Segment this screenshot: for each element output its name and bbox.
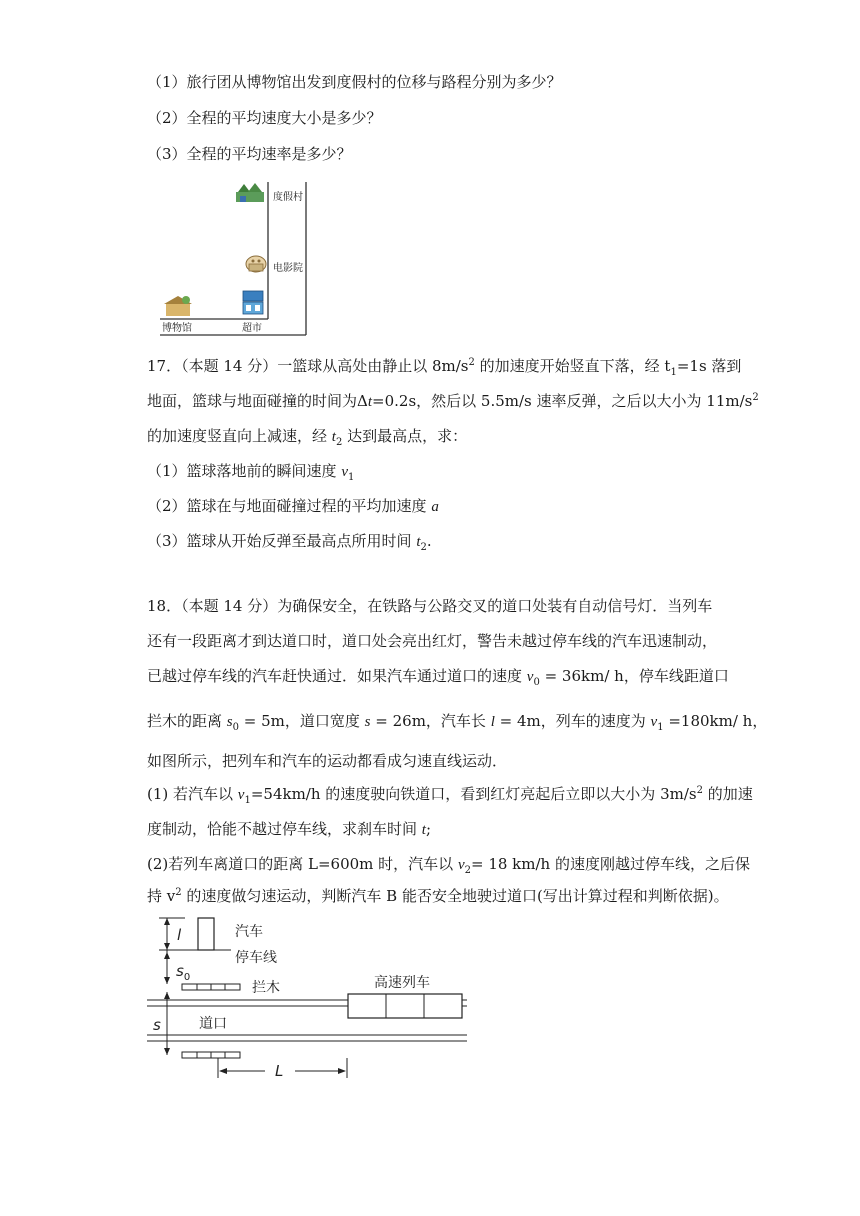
q18-part-2-line-1: (2)若列车离道口的距离 L=600m 时，汽车以 $v_2= 18$ km/h 的速度刚越过停车线，之后保 bbox=[147, 855, 750, 876]
q18-part-1-line-1: (1) 若汽车以 $v_1=54km/h$ 的速度驶向铁道口，看到红灯亮起后立即以大小为 $3m/s^2$ 的加速 bbox=[147, 785, 753, 806]
fig-label-car: 汽车 bbox=[235, 924, 263, 940]
q18-stem-line-2: 还有一段距离才到达道口时，道口处会亮出红灯，警告未越过停车线的汽车迅速制动， bbox=[147, 632, 718, 650]
museum-icon bbox=[164, 296, 192, 316]
q18-part-2-line-2: 持 $v^2$ 的速度做匀速运动，判断汽车 B 能否安全地驶过道口(写出计算过程和判断依据)。 bbox=[147, 887, 729, 905]
fig-label-s0: $s_0$ bbox=[176, 962, 191, 983]
q17-stem-line-1: 17．（本题 14 分）一篮球从高处由静止以 $8m/s^2$ 的加速度开始竖直下落，经 $t_1=1s$ 落到 bbox=[147, 357, 742, 378]
q18-stem-line-5: 如图所示，把列车和汽车的运动都看成匀速直线运动． bbox=[147, 752, 508, 770]
fig-label-barrier: 拦木 bbox=[252, 980, 280, 996]
q17-subquestion-2: （2）篮球在与地面碰撞过程的平均加速度 a bbox=[147, 497, 439, 515]
q18-stem-line-4: 拦木的距离 $s_0 = 5m$，道口宽度 s = 26m，汽车长 l = 4m，列车的速度为 $v_1 =180km/$ h， bbox=[147, 712, 768, 733]
lower-barrier bbox=[182, 1052, 240, 1058]
cinema-label: 电影院 bbox=[273, 263, 303, 274]
fig-label-stopline: 停车线 bbox=[235, 950, 277, 966]
resort-label: 度假村 bbox=[273, 192, 303, 203]
q17-stem-line-2: 地面，篮球与地面碰撞的时间为Δt=0.2s，然后以 5.5m/s 速率反弹，之后以大小为 $11m/s^2$ bbox=[147, 392, 759, 410]
q18-stem-line-1: 18．（本题 14 分）为确保安全，在铁路与公路交叉的道口处装有自动信号灯．当列车 bbox=[147, 597, 713, 615]
resort-icon bbox=[236, 183, 264, 202]
car-shape bbox=[198, 918, 214, 950]
fig-label-L: L bbox=[275, 1062, 284, 1080]
q16-subquestion-3: （3）全程的平均速率是多少？ bbox=[147, 145, 352, 163]
q17-subquestion-1: （1）篮球落地前的瞬间速度 $v_1$ bbox=[147, 462, 355, 483]
fig-label-s: s bbox=[153, 1016, 161, 1034]
upper-barrier bbox=[182, 984, 240, 990]
q16-map-figure bbox=[160, 182, 310, 342]
q16-subquestion-1: （1）旅行团从博物馆出发到度假村的位移与路程分别为多少？ bbox=[147, 73, 562, 91]
q18-crossing-figure bbox=[145, 912, 475, 1082]
fig-label-train: 高速列车 bbox=[374, 975, 430, 991]
cinema-icon bbox=[246, 256, 266, 272]
supermarket-icon bbox=[243, 291, 263, 314]
q17-stem-line-3: 的加速度竖直向上减速，经 $t_2$ 达到最高点，求： bbox=[147, 427, 468, 448]
museum-label: 博物馆 bbox=[162, 323, 192, 334]
q18-stem-line-3: 已越过停车线的汽车赶快通过．如果汽车通过道口的速度 $v_0 = 36km/$ h，停车线距道口 bbox=[147, 667, 729, 688]
supermarket-label: 超市 bbox=[242, 323, 262, 334]
fig-label-l: l bbox=[177, 926, 182, 944]
q18-part-1-line-2: 度制动，恰能不越过停车线，求刹车时间 t; bbox=[147, 820, 432, 838]
fig-label-crossing: 道口 bbox=[199, 1016, 227, 1032]
q16-subquestion-2: （2）全程的平均速度大小是多少？ bbox=[147, 109, 382, 127]
train-shape bbox=[348, 994, 462, 1018]
q17-subquestion-3: （3）篮球从开始反弹至最高点所用时间 $t_2$. bbox=[147, 532, 432, 553]
